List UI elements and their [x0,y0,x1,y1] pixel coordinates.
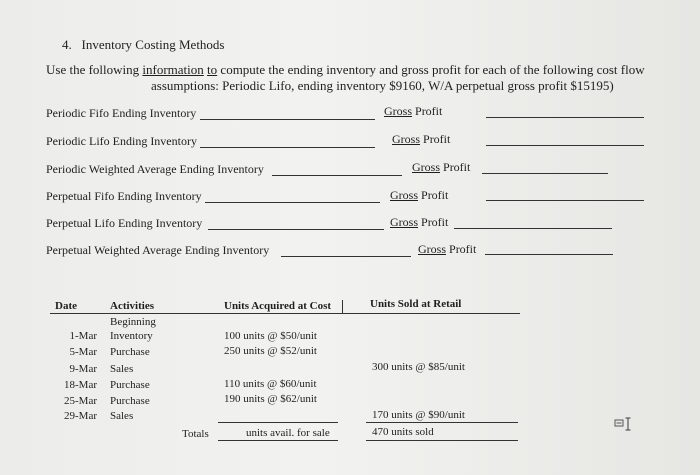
gross-profit-label: Gross Profit [418,242,477,256]
table-header-units-acquired: Units Acquired at Cost [224,300,332,312]
answer-blank-periodic-wa-inventory[interactable] [272,175,402,176]
answer-blank-perpetual-lifo-gross-profit[interactable] [454,228,612,229]
table-cell-activity: Inventory [110,330,153,342]
table-cell-date: 5-Mar [69,346,97,358]
totals-acquired-rule [218,440,338,441]
table-cell-acquired: 110 units @ $60/unit [224,378,317,390]
table-divider [342,300,343,314]
table-cell-acquired: 100 units @ $50/unit [224,330,317,342]
answer-blank-periodic-wa-gross-profit[interactable] [482,173,608,174]
acquired-subtotal-rule [218,422,338,423]
totals-label: Totals [182,428,209,440]
table-cell-sold: 300 units @ $85/unit [372,361,465,373]
row-label-periodic-lifo: Periodic Lifo Ending Inventory [46,134,197,148]
table-header-activities: Activities [110,300,154,312]
answer-blank-perpetual-fifo-inventory[interactable] [205,202,380,203]
answer-blank-periodic-fifo-gross-profit[interactable] [486,117,644,118]
table-cell-date: 25-Mar [64,395,97,407]
gross-profit-label: Gross Profit [412,160,471,174]
table-header-rule [50,313,520,314]
gross-profit-label: Gross Profit [390,215,449,229]
sold-subtotal-rule [366,422,518,423]
answer-blank-perpetual-lifo-inventory[interactable] [208,229,384,230]
table-cell-acquired: 190 units @ $62/unit [224,393,317,405]
table-cell-date: 9-Mar [69,363,97,375]
table-cell-acquired: 250 units @ $52/unit [224,345,317,357]
text-cursor-icon [614,417,634,431]
table-cell-activity: Purchase [110,346,150,358]
section-heading: 4. Inventory Costing Methods [62,37,225,52]
table-cell-sold: 170 units @ $90/unit [372,409,465,421]
table-cell-activity: Beginning [110,316,156,328]
gross-profit-label: Gross Profit [390,188,449,202]
instructions-line-1: Use the following information to compute the ending inventory and gross profit for each of the following cost flow [46,62,645,77]
table-cell-date: 29-Mar [64,410,97,422]
totals-acquired: units avail. for sale [246,427,330,439]
totals-sold: 470 units sold [372,426,434,438]
gross-profit-label: Gross Profit [384,104,443,118]
table-cell-activity: Purchase [110,379,150,391]
table-header-units-sold: Units Sold at Retail [370,298,462,310]
answer-blank-perpetual-wa-gross-profit[interactable] [485,254,613,255]
information-link[interactable]: information [142,62,204,77]
answer-blank-perpetual-fifo-gross-profit[interactable] [486,200,644,201]
table-cell-date: 18-Mar [64,379,97,391]
answer-blank-periodic-fifo-inventory[interactable] [200,119,375,120]
row-label-periodic-fifo: Periodic Fifo Ending Inventory [46,106,197,120]
answer-blank-perpetual-wa-inventory[interactable] [281,256,411,257]
instructions-line-2: assumptions: Periodic Lifo, ending inventory $9160, W/A perpetual gross profit $15195) [151,78,614,93]
answer-blank-periodic-lifo-gross-profit[interactable] [486,145,644,146]
table-cell-activity: Purchase [110,395,150,407]
table-cell-activity: Sales [110,410,134,422]
table-cell-activity: Sales [110,363,134,375]
table-header-date: Date [55,300,77,312]
row-label-perpetual-fifo: Perpetual Fifo Ending Inventory [46,189,202,203]
row-label-perpetual-weighted-average: Perpetual Weighted Average Ending Inventory [46,243,270,257]
row-label-perpetual-lifo: Perpetual Lifo Ending Inventory [46,216,203,230]
row-label-periodic-weighted-average: Periodic Weighted Average Ending Inventory [46,162,264,176]
table-cell-date: 1-Mar [69,330,97,342]
gross-profit-label: Gross Profit [392,132,451,146]
answer-blank-periodic-lifo-inventory[interactable] [200,147,375,148]
totals-sold-rule [366,440,518,441]
